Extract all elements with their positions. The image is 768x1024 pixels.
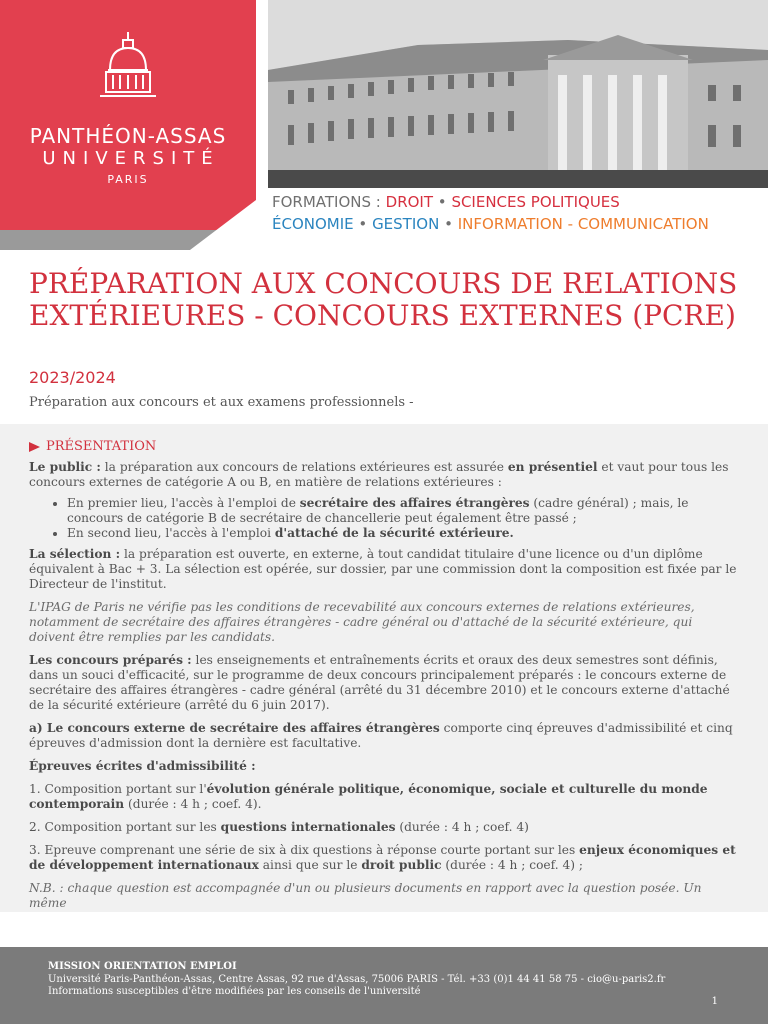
bold-text: en présentiel: [507, 460, 598, 474]
page-subtitle: Préparation aux concours et aux examens professionnels -: [29, 395, 414, 410]
text: (durée : 4 h ; coef. 4): [395, 820, 529, 834]
text: et vaut pour tous les concours externes de catégorie A ou B, en matière de relations extérieures :: [29, 460, 729, 489]
bold-text: a) Le concours externe de secrétaire des affaires étrangères: [29, 721, 440, 735]
text: 3. Epreuve comprenant une série de six à dix questions à réponse courte portant sur les: [29, 843, 580, 857]
building-illustration: [268, 0, 768, 188]
formation-droit: DROIT: [385, 193, 434, 211]
formations-line-1: [272, 193, 620, 211]
formations-line-2: [272, 215, 709, 233]
text: la préparation est ouverte, en externe, à tout candidat titulaire d'une licence ou d'un diplôme équivalent à Bac + 3. La sélection est opérée, sur dossier, par une commission dont la composition est fixée par le Directeur de l'institut.: [29, 547, 737, 591]
selection-label: La sélection :: [29, 547, 121, 561]
bold-text: évolution générale politique, économique, sociale et culturelle du monde contemporain: [29, 782, 708, 811]
separator: •: [444, 215, 453, 233]
academic-year: 2023/2024: [29, 368, 116, 387]
bold-text: Épreuves écrites d'admissibilité :: [29, 759, 256, 773]
page-number: 1: [711, 995, 718, 1007]
text: En premier lieu, l'accès à l'emploi de: [67, 496, 300, 510]
text: (durée : 4 h ; coef. 4) ;: [441, 858, 583, 872]
text: En second lieu, l'accès à l'emploi: [67, 526, 275, 540]
logo-corner-cut: [190, 200, 256, 250]
text: les enseignements et entraînements écrits et oraux des deux semestres sont définis, dans un souci d'efficacité, sur le programme de deux concours principalement préparés : le concours externe de secrétaire des affaires étrangères - cadre général (arrêté du 31 décembre 2010) et le concours externe d'attaché de la sécurité extérieure (arrêté du 6 juin 2017).: [29, 653, 730, 712]
concours-a-paragraph: [29, 721, 739, 751]
epreuves-heading: [29, 759, 739, 774]
text: 1. Composition portant sur l': [29, 782, 207, 796]
pantheon-dome-logo: [96, 30, 160, 102]
concours-label: Les concours préparés :: [29, 653, 192, 667]
concours-paragraph: [29, 653, 739, 713]
formation-economie: ÉCONOMIE: [272, 215, 354, 233]
university-logo-block: [0, 0, 256, 230]
text: la préparation aux concours de relations extérieures est assurée: [100, 460, 508, 474]
ipag-note: L'IPAG de Paris ne vérifie pas les conditions de recevabilité aux concours externes de relations extérieures, notamment de secrétaire des affaires étrangères - cadre général ou d'attaché de la sécurité extérieure, qui doivent être remplies par les candidats.: [29, 600, 695, 644]
bold-text: questions internationales: [220, 820, 396, 834]
selection-paragraph: [29, 547, 739, 592]
text: ainsi que sur le: [258, 858, 362, 872]
access-list: [67, 496, 739, 541]
footer-title: MISSION ORIENTATION EMPLOI: [48, 961, 237, 972]
bold-text: droit public: [361, 858, 442, 872]
university-name: PANTHÉON-ASSAS: [29, 124, 227, 148]
footer-notice: Informations susceptibles d'être modifiées par les conseils de l'université: [48, 986, 421, 997]
bold-text: d'attaché de la sécurité extérieure.: [274, 526, 514, 540]
formation-sciences-politiques: SCIENCES POLITIQUES: [451, 193, 620, 211]
bold-text: enjeux économiques et de développement internationaux: [29, 843, 736, 872]
formations-prefix: FORMATIONS :: [272, 193, 381, 211]
formation-information-communication: INFORMATION - COMMUNICATION: [457, 215, 709, 233]
page-title: PRÉPARATION AUX CONCOURS DE RELATIONS EXTÉRIEURES - CONCOURS EXTERNES (PCRE): [29, 267, 738, 332]
footer-address: Université Paris-Panthéon-Assas, Centre Assas, 92 rue d'Assas, 75006 PARIS - Tél. +33 (0)1 44 41 58 75 - cio@u-paris2.fr: [48, 973, 666, 985]
epreuve-2: [29, 820, 739, 835]
text: 2. Composition portant sur les: [29, 820, 221, 834]
presentation-section: [0, 424, 768, 912]
public-paragraph: [29, 460, 739, 490]
separator: •: [358, 215, 368, 233]
formation-gestion: GESTION: [372, 215, 440, 233]
section-heading: [29, 439, 739, 454]
campus-building-photo: [268, 0, 768, 188]
arrow-right-icon: [29, 442, 40, 452]
list-item: [67, 526, 739, 541]
section-heading-label: PRÉSENTATION: [46, 439, 157, 454]
nb-note: N.B. : chaque question est accompagnée d'un ou plusieurs documents en rapport avec la question posée. Un même: [29, 881, 702, 910]
text: comporte cinq épreuves d'admissibilité et cinq épreuves d'admission dont la dernière est facultative.: [29, 721, 733, 750]
university-city: PARIS: [107, 173, 149, 186]
separator: •: [437, 193, 447, 211]
epreuve-1: [29, 782, 739, 812]
university-subtitle: UNIVERSITÉ: [42, 148, 220, 169]
epreuve-3: [29, 843, 739, 873]
text: (cadre général) ; mais, le concours de catégorie B de secrétaire de chancellerie peut également être passé ;: [67, 496, 689, 525]
text: (durée : 4 h ; coef. 4).: [124, 797, 262, 811]
footer: [0, 947, 768, 1024]
public-label: Le public :: [29, 460, 101, 474]
list-item: [67, 496, 739, 526]
bold-text: secrétaire des affaires étrangères: [299, 496, 530, 510]
